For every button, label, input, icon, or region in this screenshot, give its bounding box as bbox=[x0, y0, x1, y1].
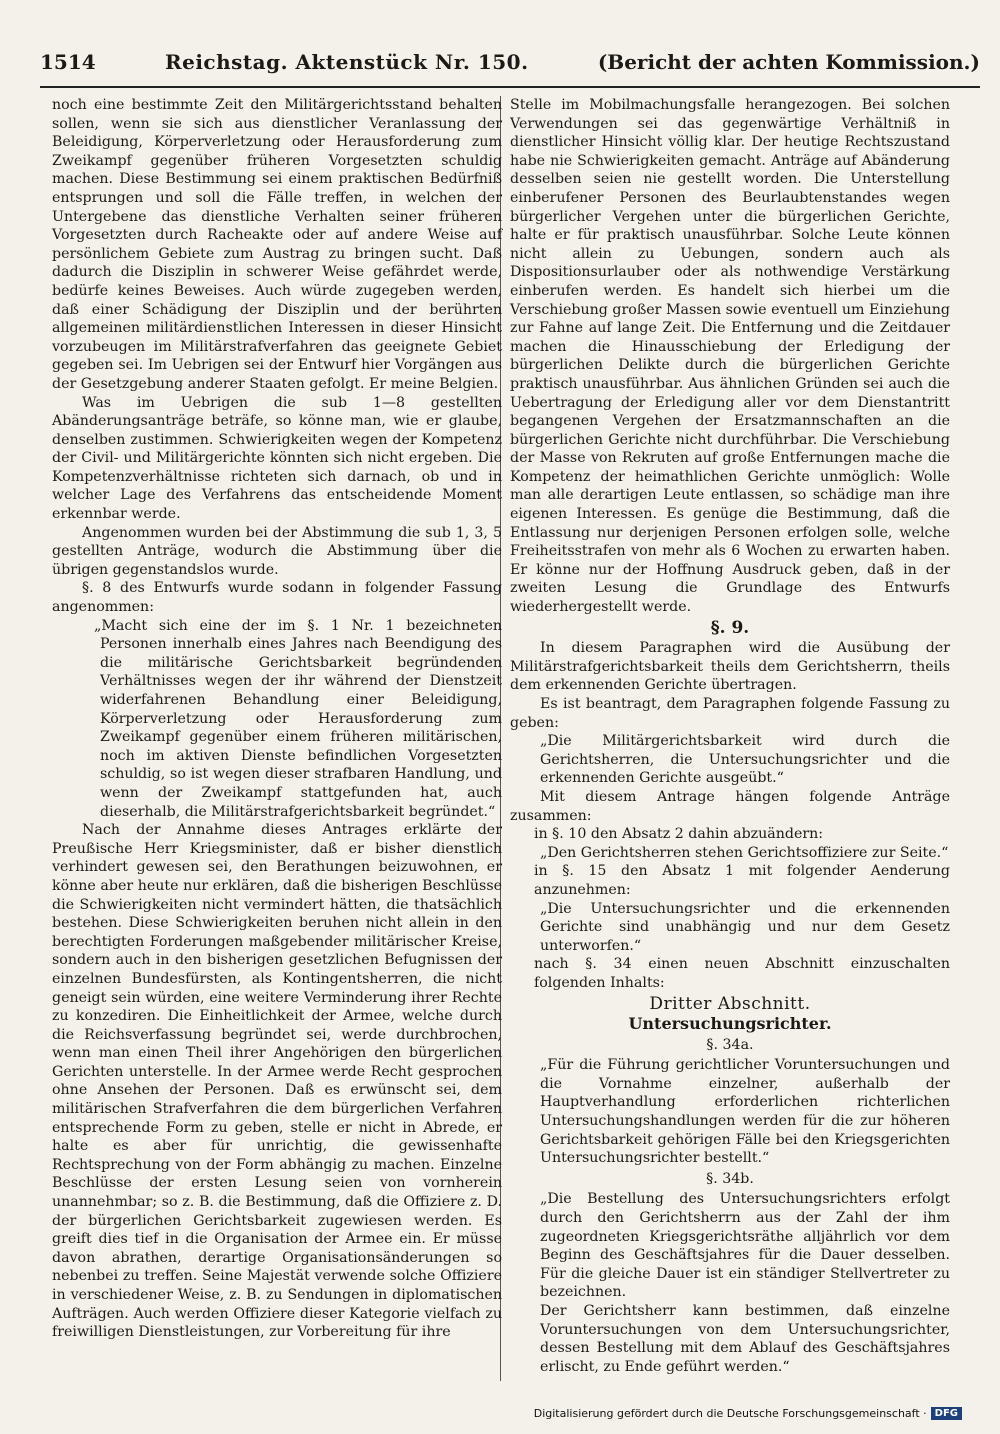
quoted-text: „Die Militärgerichtsbarkeit wird durch die Gerichtsherren, die Untersuchungsrichter und die erkennenden Gerichte ausgeübt.“ bbox=[540, 733, 950, 787]
paragraph: Es ist beantragt, dem Paragraphen folgende Fassung zu geben: bbox=[510, 696, 950, 731]
paragraph: Was im Uebrigen die sub 1—8 gestellten Abänderungsanträge beträfe, so könne man, wie er glaube, denselben zustimmen. Schwierigkeiten wegen der Kompetenz der Civil- und Militärgerichte könnten sich nicht ergeben. Die Kompetenzverhältnisse richteten sich darnach, ob und in welcher Lage des Verfahrens das entscheidende Moment erkennbar werde. bbox=[52, 394, 502, 523]
left-column bbox=[52, 96, 502, 1342]
quoted-text: „Den Gerichtsherren stehen Gerichtsoffiziere zur Seite.“ bbox=[540, 844, 949, 861]
page-number: 1514 bbox=[40, 50, 96, 74]
section-heading: Untersuchungsrichter. bbox=[628, 1014, 832, 1034]
footer bbox=[534, 1407, 962, 1420]
quoted-text: Der Gerichtsherr kann bestimmen, daß einzelne Voruntersuchungen von dem Untersuchungsrichter, dessen Bestellung mit dem Ablauf des Geschäftsjahres erlischt, zu Ende geführt werden.“ bbox=[540, 1303, 950, 1375]
quoted-text: „Für die Führung gerichtlicher Voruntersuchungen und die Vornahme einzelner, außerhalb der Hauptverhandlung erforderlichen richterlichen Untersuchungshandlungen werden für die zur höheren Gerichtsbarkeit gehörigen Fälle bei den Kriegsgerichten Untersuchungsrichter bestellt.“ bbox=[540, 1057, 950, 1167]
section-heading: Dritter Abschnitt. bbox=[649, 993, 811, 1014]
section-heading: §. 9. bbox=[710, 617, 750, 638]
footer-text: Digitalisierung gefördert durch die Deutsche Forschungsgemeinschaft · bbox=[533, 1407, 927, 1420]
subsection-heading: §. 34a. bbox=[706, 1036, 754, 1053]
quoted-text: „Die Bestellung des Untersuchungsrichters erfolgt durch den Gerichtsherrn aus der Zahl der ihm zugeordneten Kriegsgerichtsräthe alljährlich vor dem Beginn des Geschäftsjahres für die Dauer desselben. Für die gleiche Dauer ist ein ständiger Stellvertreter zu bezeichnen. bbox=[540, 1191, 950, 1301]
paragraph: Stelle im Mobilmachungsfalle herangezogen. Bei solchen Verwendungen sei das gegenwärtige Verhältniß in dienstlicher Hinsicht völlig klar. Der heutige Rechtszustand habe nie Schwierigkeiten gemacht. Anträge auf Abänderung desselben seien nie gestellt worden. Die Unterstellung einberufener Personen des Beurlaubtenstandes wegen bürgerlicher Vergehen unter die bürgerlichen Gerichte, halte er für praktisch unausführbar. Solche Leute können nicht allein zu Uebungen, sondern auch als Dispositionsurlauber oder als nothwendige Verstärkung einberufen werden. Es handelt sich hierbei um die Verschiebung großer Massen sowie eventuell um Einziehung zur Fahne auf lange Zeit. Die Entfernung und die Zeitdauer machen die Hinausschiebung der Erledigung der bürgerlichen Delikte durch die bürgerlichen Gerichte praktisch unausführbar. Aus ähnlichen Gründen sei auch die Uebertragung der Erledigung aller vor dem Dienstantritt begangenen Vergehen der Ersatzmannschaften an die bürgerlichen Gerichte nicht durchführbar. Die Verschiebung der Masse von Rekruten auf große Entfernungen mache die Kompetenz der heimathlichen Gerichte unmöglich: Wolle man alle derartigen Leute entlassen, so schädige man ihre eigenen Interessen. Es genüge die Bestimmung, daß die Entlassung nur derjenigen Personen erfolgen solle, welche Freiheitsstrafen von mehr als 6 Wochen zu erwarten haben. Er könne nur der Hoffnung Ausdruck geben, daß in der zweiten Lesung die Grundlage des Entwurfs wiederhergestellt werde. bbox=[510, 97, 950, 616]
dfg-logo: DFG bbox=[931, 1407, 962, 1420]
page-header bbox=[40, 50, 980, 84]
paragraph: In diesem Paragraphen wird die Ausübung der Militärstrafgerichtsbarkeit theils dem Gerichtsherrn, theils dem erkennenden Gerichte übertragen. bbox=[510, 640, 950, 694]
paragraph: in §. 15 den Absatz 1 mit folgender Aenderung anzunehmen: bbox=[534, 863, 950, 898]
header-title: Reichstag. Aktenstück Nr. 150. bbox=[164, 50, 529, 74]
paragraph: noch eine bestimmte Zeit den Militärgerichtsstand behalten sollen, wenn sie sich aus dienstlicher Veranlassung der Beleidigung, Körperverletzung oder Herausforderung zum Zweikampf gegenüber früheren Vorgesetzten schuldig machen. Diese Bestimmung sei einem praktischen Bedürfniß entsprungen und soll die Fälle treffen, in welchen der Untergebene das dienstliche Verhalten seiner früheren Vorgesetzten durch Racheakte oder auf andere Weise auf persönlichem Gebiete zum Austrag zu bringen sucht. Daß dadurch die Disziplin in schwerer Weise gefährdet werde, bedürfe keines Beweises. Auch würde zugegeben werden, daß einer Schädigung der Disziplin und der berührten allgemeinen militärdienstlichen Interessen in dieser Hinsicht vorzubeugen im Militärstrafverfahren das geeignete Gebiet gegeben sei. Im Uebrigen sei der Entwurf hier Vorgängen aus der Gesetzgebung anderer Staaten gefolgt. Er meine Belgien. bbox=[52, 97, 502, 392]
right-column bbox=[510, 96, 950, 1376]
paragraph: Mit diesem Antrage hängen folgende Anträge zusammen: bbox=[510, 788, 950, 824]
quoted-text: „Macht sich eine der im §. 1 Nr. 1 bezeichneten Personen innerhalb eines Jahres nach Beendigung des die militärische Gerichtsbarkeit begründenden Verhältnisses wegen der ihr während der Dienstzeit widerfahrenen Behandlung einer Beleidigung, Körperverletzung oder Herausforderung zum Zweikampf gegenüber einem früheren militärischen, noch im aktiven Dienste befindlichen Vorgesetzten schuldig, so ist wegen dieser strafbaren Handlung, und wenn der Zweikampf stattgefunden hat, auch dieserhalb, die Militärstrafgerichtsbarkeit begründet.“ bbox=[94, 617, 502, 820]
subsection-heading: §. 34b. bbox=[706, 1170, 754, 1187]
paragraph: Nach der Annahme dieses Antrages erklärte der Preußische Herr Kriegsminister, daß er bisher dienstlich verhindert gewesen sei, den Berathungen beizuwohnen, er könne aber heute nur erklären, daß die bisherigen Beschlüsse die Schwierigkeiten nicht vermindert hätten, die thatsächlich bestehen. Diese Schwierigkeiten beruhen nicht allein in den berechtigten Forderungen maßgebender militärischer Kreise, sondern auch in den bisherigen gesetzlichen Befugnissen der einzelnen Bundesfürsten, als Kontingentsherren, die nicht geneigt sein würden, eine weitere Verminderung ihrer Rechte zu konzediren. Die Einheitlichkeit der Armee, welche durch die Reichsverfassung begründet sei, werde durchbrochen, wenn man einen Theil ihrer Angehörigen den bürgerlichen Gerichten unterstelle. In der Armee werde Recht gesprochen ohne Ansehen der Personen. Daß es erwünscht sei, dem militärischen Strafverfahren die dem bürgerlichen Verfahren entsprechende Form zu geben, stelle er nicht in Abrede, er halte es aber für unrichtig, die gewissenhafte Rechtsprechung von der Form abhängig zu machen. Einzelne Beschlüsse der ersten Lesung seien von vornherein unannehmbar; so z. B. die Bestimmung, daß die Offiziere z. D. der bürgerlichen Gerichtsbarkeit zugewiesen werden. Es greift dies tief in die Organisation der Armee ein. Er müsse davon abrathen, derartige Organisationsänderungen so nebenbei zu treffen. Seine Majestät verwende solche Offiziere in verschiedener Weise, z. B. zu Sendungen in diplomatischen Aufträgen. Auch werden Offiziere dieser Kategorie vielfach zu freiwilligen Dienstleistungen, zur Vorbereitung für ihre bbox=[52, 822, 502, 1341]
header-subtitle: (Bericht der achten Kommission.) bbox=[597, 50, 980, 74]
paragraph: §. 8 des Entwurfs wurde sodann in folgender Fassung angenommen: bbox=[52, 580, 502, 616]
paragraph: nach §. 34 einen neuen Abschnitt einzuschalten folgenden Inhalts: bbox=[534, 956, 950, 991]
header-rule bbox=[40, 86, 980, 88]
paragraph: Angenommen wurden bei der Abstimmung die sub 1, 3, 5 gestellten Anträge, wodurch die Abstimmung über die übrigen gegenstandslos wurde. bbox=[52, 524, 502, 578]
quoted-text: „Die Untersuchungsrichter und die erkennenden Gerichte sind unabhängig und nur dem Gesetz unterworfen.“ bbox=[540, 900, 950, 954]
paragraph: in §. 10 den Absatz 2 dahin abzuändern: bbox=[534, 826, 824, 843]
